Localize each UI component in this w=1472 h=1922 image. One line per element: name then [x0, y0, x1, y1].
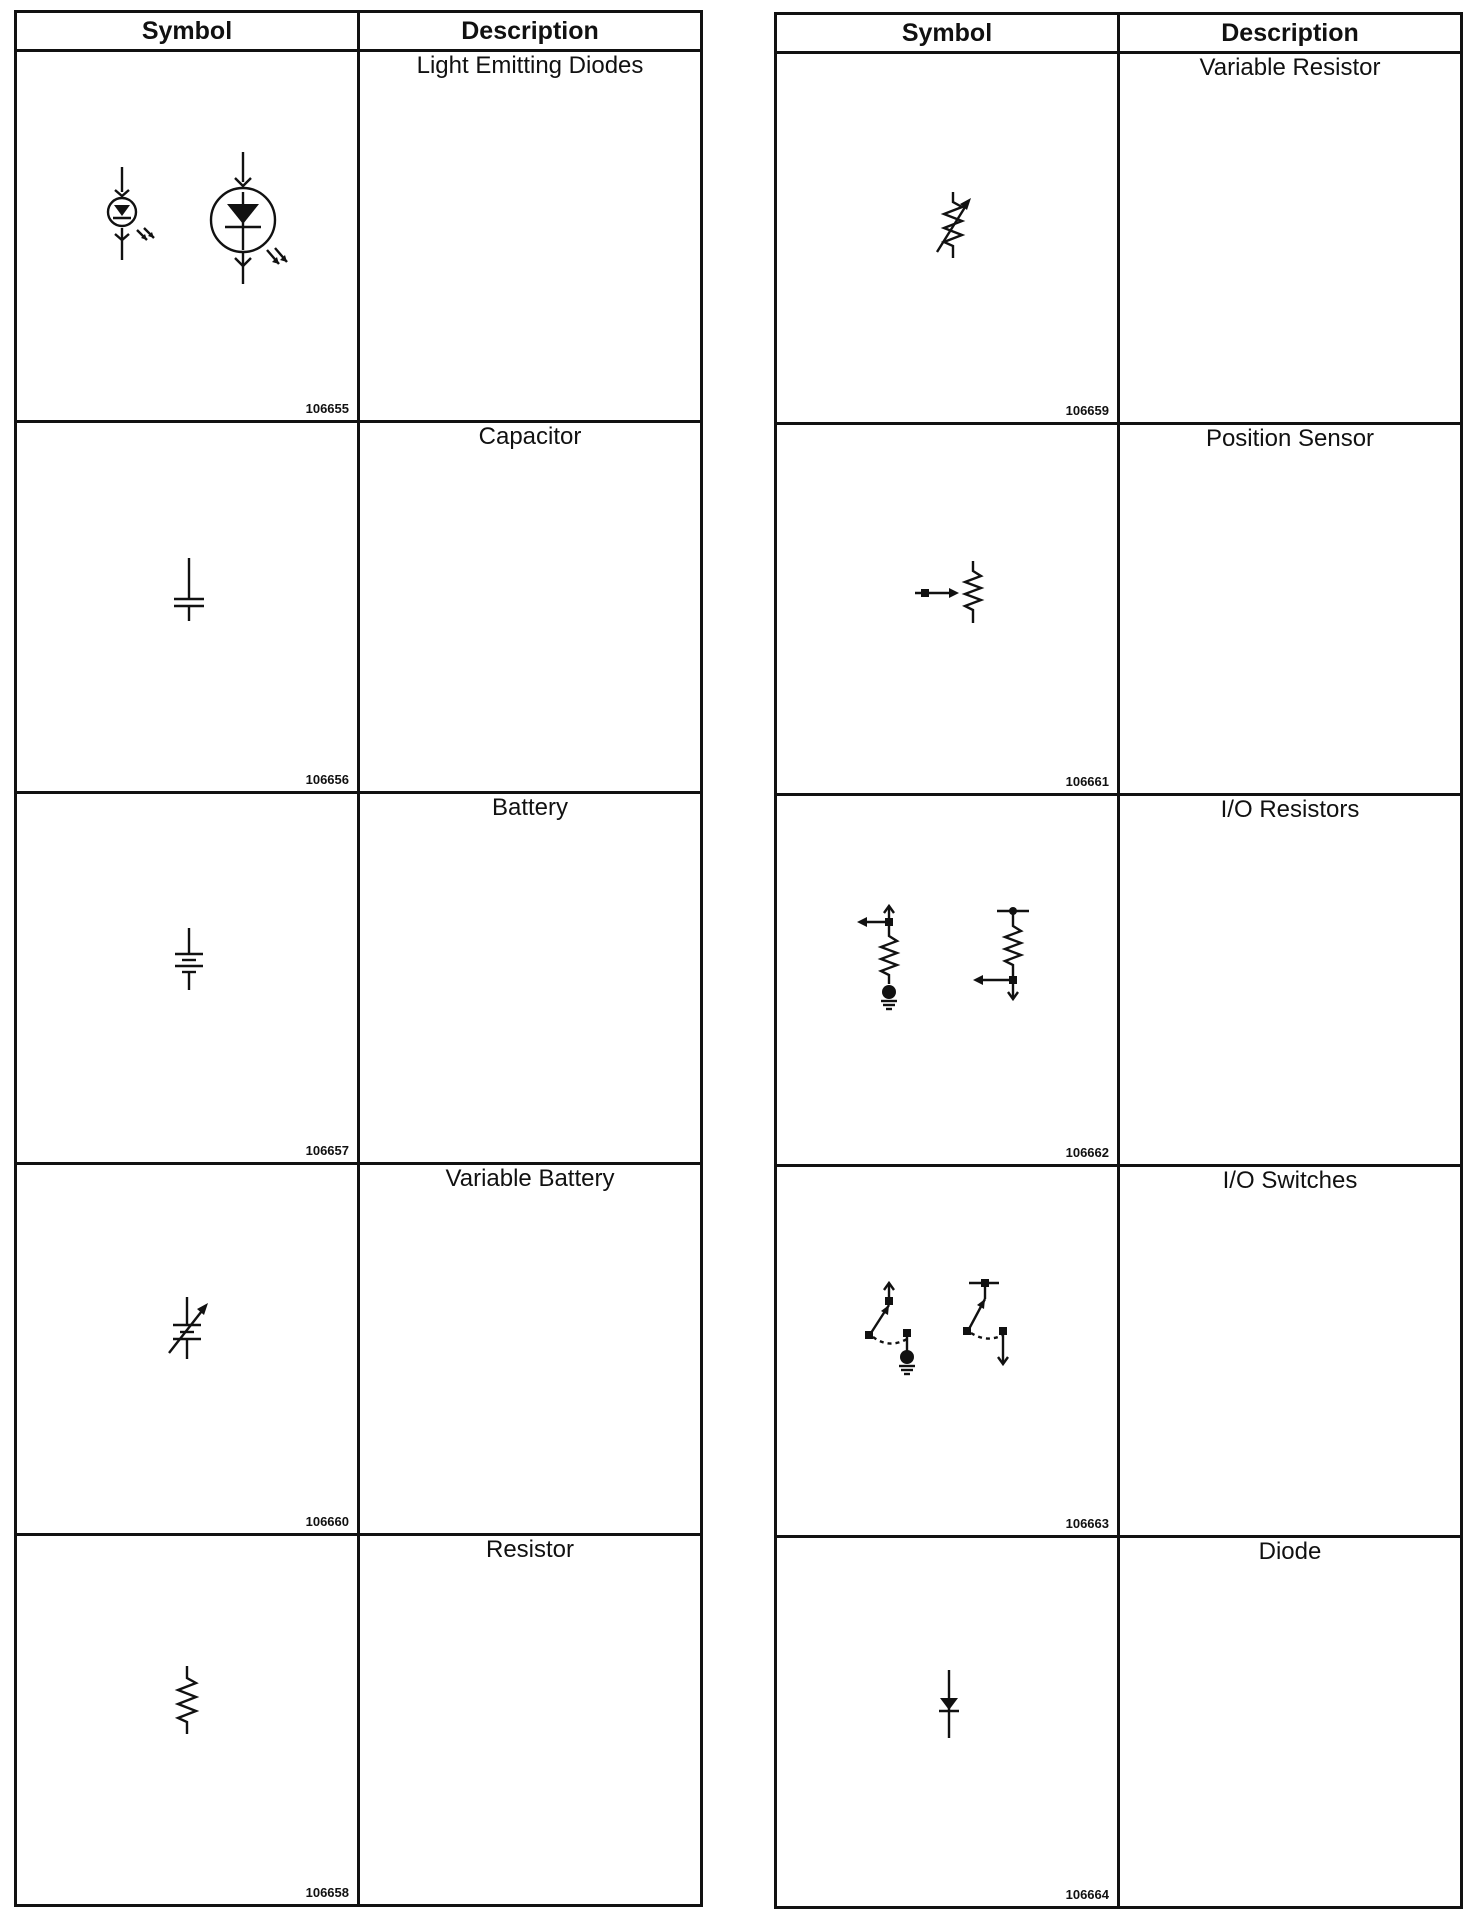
- figure-number: 106656: [305, 772, 349, 787]
- position-sensor-icon: [777, 425, 1120, 793]
- right-symbol-table: [774, 12, 1463, 1909]
- symbol-cell: [16, 793, 359, 1164]
- left-symbol-table: [14, 10, 703, 1907]
- table-row: [776, 1166, 1462, 1537]
- symbol-cell: [16, 1535, 359, 1906]
- table-row: [16, 793, 702, 1164]
- capacitor-icon: [17, 423, 360, 791]
- figure-number: 106664: [1065, 1887, 1109, 1902]
- description-cell: I/O Resistors: [1119, 795, 1462, 1166]
- symbol-cell: [776, 1166, 1119, 1537]
- symbol-cell: [16, 51, 359, 422]
- symbol-cell: [776, 1537, 1119, 1908]
- symbol-cell: [16, 422, 359, 793]
- symbol-cell: [776, 424, 1119, 795]
- description-cell: Light Emitting Diodes: [359, 51, 702, 422]
- symbol-cell: [776, 53, 1119, 424]
- battery-icon: [17, 794, 360, 1162]
- description-column-header: Description: [1119, 14, 1462, 53]
- figure-number: 106657: [305, 1143, 349, 1158]
- table-row: [16, 1164, 702, 1535]
- figure-number: 106661: [1065, 774, 1109, 789]
- description-cell: Capacitor: [359, 422, 702, 793]
- figure-number: 106658: [305, 1885, 349, 1900]
- symbol-column-header: Symbol: [16, 12, 359, 51]
- table-row: [16, 51, 702, 422]
- figure-number: 106660: [305, 1514, 349, 1529]
- table-row: [16, 1535, 702, 1906]
- symbol-column-header: Symbol: [776, 14, 1119, 53]
- resistor-icon: [17, 1536, 360, 1904]
- table-row: [776, 1537, 1462, 1908]
- description-cell: Position Sensor: [1119, 424, 1462, 795]
- description-cell: Battery: [359, 793, 702, 1164]
- table-row: [16, 422, 702, 793]
- symbol-cell: [16, 1164, 359, 1535]
- variable-resistor-icon: [777, 54, 1120, 422]
- figure-number: 106662: [1065, 1145, 1109, 1160]
- table-row: [776, 53, 1462, 424]
- figure-number: 106663: [1065, 1516, 1109, 1531]
- symbol-cell: [776, 795, 1119, 1166]
- io-resistors-icon: [777, 796, 1120, 1164]
- figure-number: 106655: [305, 401, 349, 416]
- diode-icon: [777, 1538, 1120, 1906]
- description-cell: Variable Battery: [359, 1164, 702, 1535]
- light-emitting-diodes-icon: [17, 52, 360, 420]
- figure-number: 106659: [1065, 403, 1109, 418]
- description-column-header: Description: [359, 12, 702, 51]
- description-cell: Diode: [1119, 1537, 1462, 1908]
- description-cell: Variable Resistor: [1119, 53, 1462, 424]
- description-cell: Resistor: [359, 1535, 702, 1906]
- table-row: [776, 795, 1462, 1166]
- variable-battery-icon: [17, 1165, 360, 1533]
- table-row: [776, 424, 1462, 795]
- io-switches-icon: [777, 1167, 1120, 1535]
- description-cell: I/O Switches: [1119, 1166, 1462, 1537]
